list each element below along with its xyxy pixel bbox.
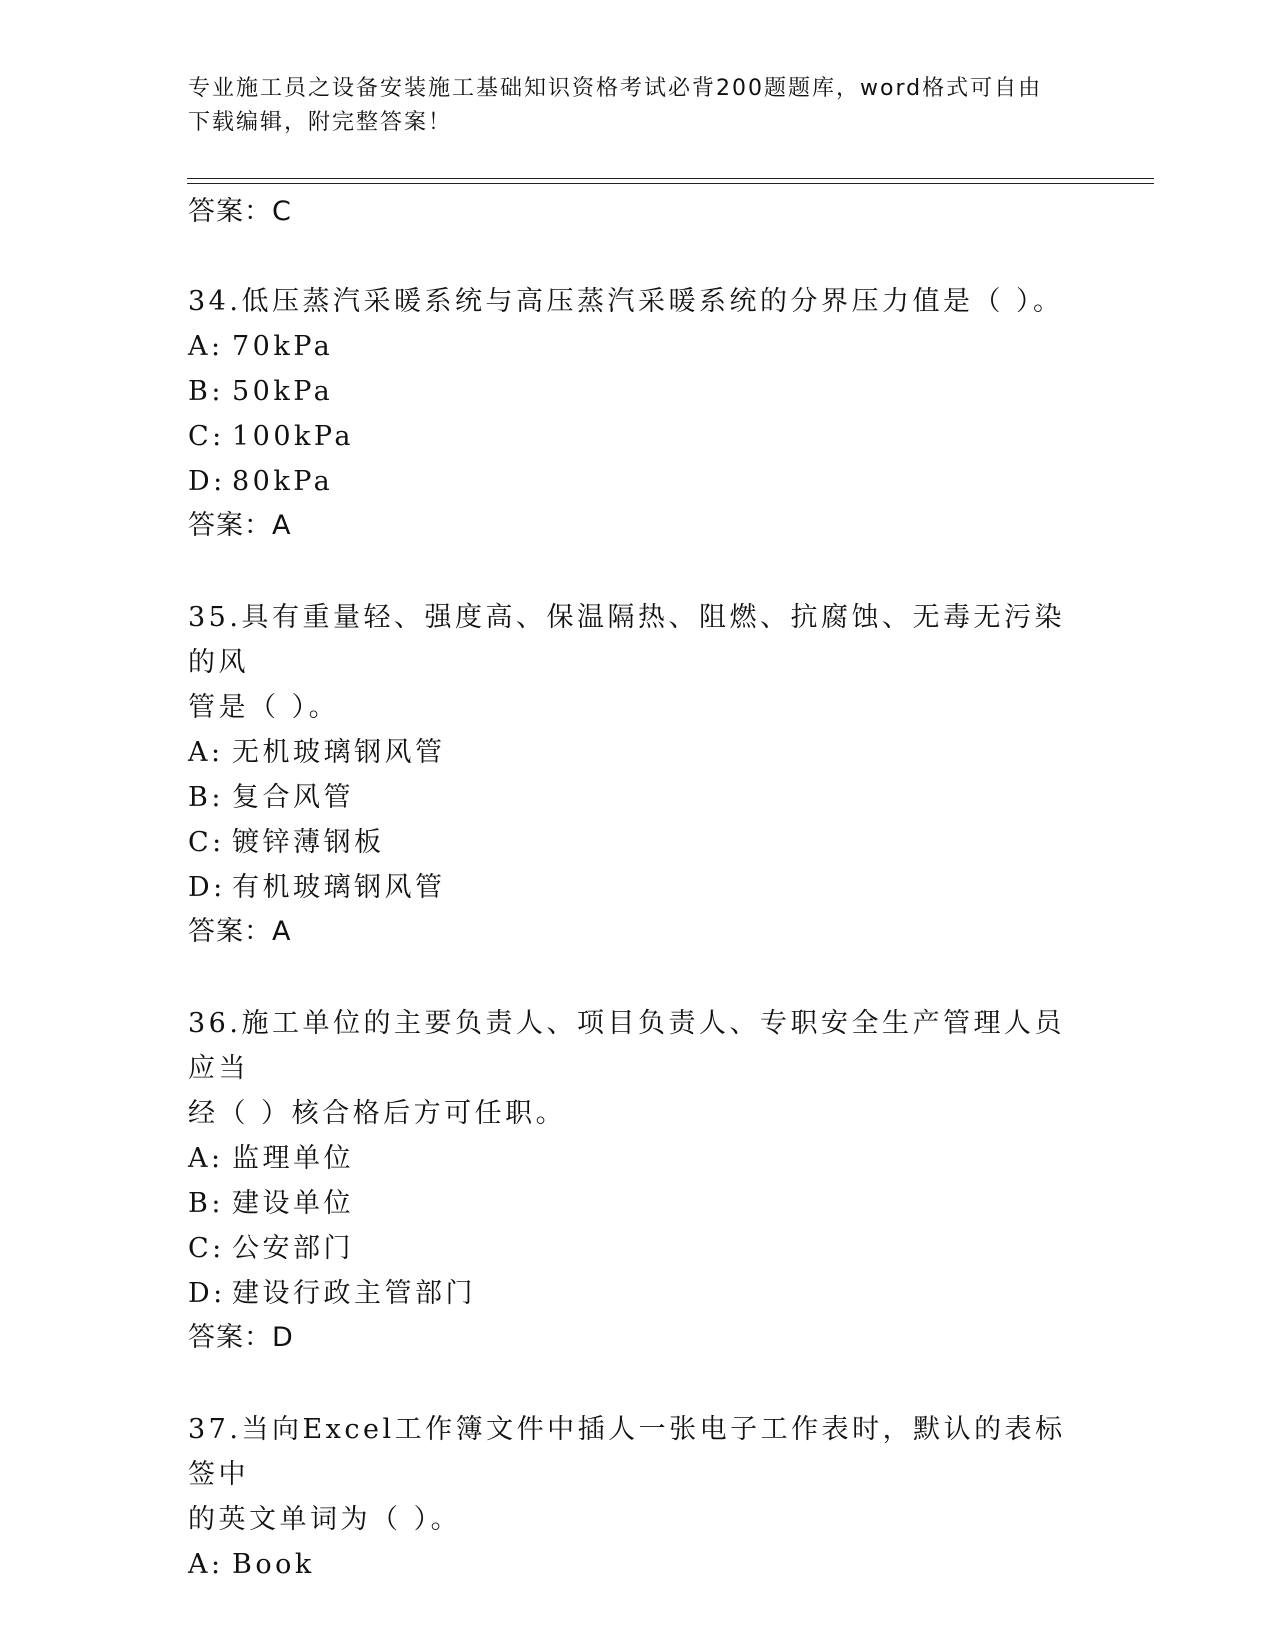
question-35	[188, 595, 1088, 954]
option-d	[188, 1271, 1088, 1316]
spacer	[188, 954, 1088, 1001]
option-text: 80kPa	[232, 466, 334, 497]
option-label: A:	[188, 737, 224, 768]
question-text-line-2: 管是（ ）。	[188, 692, 340, 723]
question-text-line-1: 37.当向Excel工作簿文件中插人一张电子工作表时，默认的表标签中	[188, 1414, 1066, 1490]
option-text: 100kPa	[232, 421, 354, 452]
document-header	[188, 72, 1068, 140]
option-label: B:	[188, 376, 224, 407]
option-label: C:	[188, 1233, 225, 1264]
option-text: 无机玻璃钢风管	[232, 737, 446, 768]
option-label: A:	[188, 1549, 224, 1580]
option-c	[188, 820, 1088, 865]
question-text-line-1: 35.具有重量轻、强度高、保温隔热、阻燃、抗腐蚀、无毒无污染的风	[188, 602, 1065, 678]
option-d	[188, 459, 1088, 504]
option-label: D:	[188, 1278, 226, 1309]
option-b	[188, 775, 1088, 820]
option-c	[188, 414, 1088, 459]
spacer	[188, 1360, 1088, 1407]
option-text: 建设单位	[232, 1188, 354, 1219]
option-a	[188, 324, 1088, 369]
question-34	[188, 279, 1088, 548]
option-label: B:	[188, 782, 224, 813]
option-label: D:	[188, 872, 226, 903]
option-c	[188, 1226, 1088, 1271]
option-text: 公安部门	[232, 1233, 354, 1264]
answer: 答案：A	[188, 916, 292, 947]
header-line-1: 专业施工员之设备安装施工基础知识资格考试必背200题题库，word格式可自由	[188, 76, 1043, 101]
option-text: 镀锌薄钢板	[232, 827, 385, 858]
option-label: C:	[188, 827, 225, 858]
option-b	[188, 369, 1088, 414]
option-text: 监理单位	[232, 1143, 354, 1174]
option-label: A:	[188, 331, 224, 362]
spacer	[188, 548, 1088, 595]
option-text: 70kPa	[232, 331, 334, 362]
question-list	[188, 190, 1088, 1587]
question-text-line-2: 的英文单词为（ ）。	[188, 1504, 462, 1535]
question-text: 34.低压蒸汽采暖系统与高压蒸汽采暖系统的分界压力值是（ ）。	[188, 286, 1064, 317]
option-text: 复合风管	[232, 782, 354, 813]
option-label: C:	[188, 421, 225, 452]
option-text: 有机玻璃钢风管	[232, 872, 446, 903]
header-line-2: 下载编辑，附完整答案！	[188, 110, 453, 135]
answer: 答案：A	[188, 510, 292, 541]
option-text: 50kPa	[232, 376, 334, 407]
option-a	[188, 1542, 1088, 1587]
header-rule-top	[187, 178, 1154, 179]
option-text: 建设行政主管部门	[232, 1278, 476, 1309]
answer: 答案：D	[188, 1322, 294, 1353]
spacer	[188, 234, 1088, 279]
question-36	[188, 1001, 1088, 1360]
option-label: D:	[188, 466, 226, 497]
option-label: B:	[188, 1188, 224, 1219]
option-text: Book	[232, 1549, 315, 1580]
previous-answer: 答案：C	[188, 196, 292, 227]
question-text-line-2: 经（ ）核合格后方可任职。	[188, 1098, 567, 1129]
option-a	[188, 730, 1088, 775]
question-37	[188, 1407, 1088, 1587]
question-text-line-1: 36.施工单位的主要负责人、项目负责人、专职安全生产管理人员应当	[188, 1008, 1065, 1084]
option-b	[188, 1181, 1088, 1226]
option-label: A:	[188, 1143, 224, 1174]
header-rule-bottom	[187, 183, 1154, 184]
option-d	[188, 865, 1088, 910]
option-a	[188, 1136, 1088, 1181]
